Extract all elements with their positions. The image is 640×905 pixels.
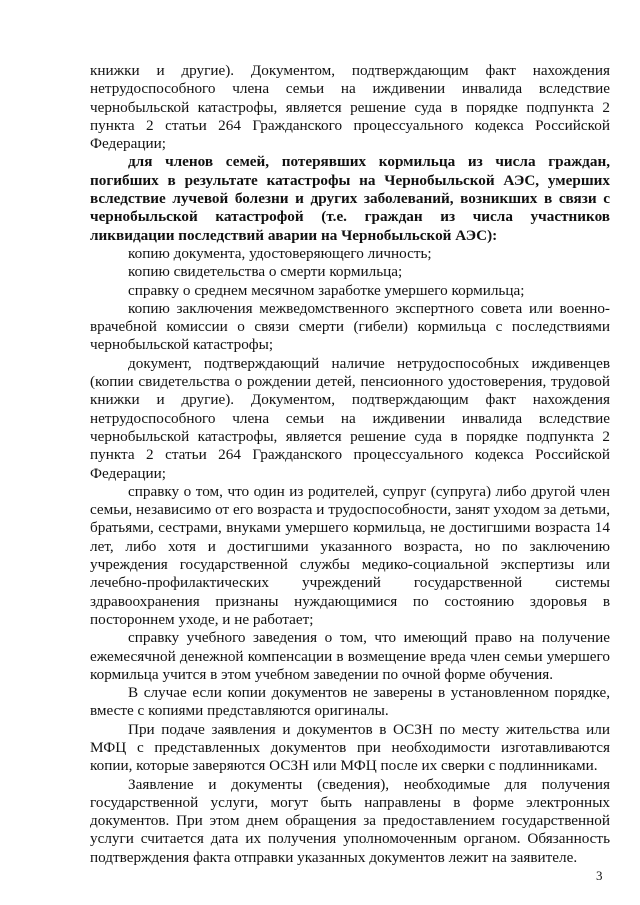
paragraph-caregiver-certificate: справку о том, что один из родителей, супруг (супруга) либо другой член семьи, независимо от его возраста и трудоспособности, занят уходом за детьми, братьями, сестрами, внуками умершего кормильца, не достигшими возраста 14 лет, либо хотя и достигшими указанного возраста, но по заключению учреждения государственной службы медико-социальной экспертизы или лечебно-профилактических учреждений государственной системы здравоохранения признаны нуждающимися по состоянию здоровья в постороннем уходе, и не работает; [90, 482, 610, 628]
page-number: 3 [596, 868, 603, 883]
paragraph-copies-certification: При подаче заявления и документов в ОСЗН по месту жительства или МФЦ с представленных документов при необходимости изготавливаются копии, которые заверяются ОСЗН или МФЦ после их сверки с подлинниками. [90, 720, 610, 775]
paragraph-expert-council-conclusion: копию заключения межведомственного экспертного совета или военно-врачебной комиссии о связи смерти (гибели) кормильца с последствиями чернобыльской катастрофы; [90, 299, 610, 354]
paragraph-salary-certificate: справку о среднем месячном заработке умершего кормильца; [128, 281, 525, 299]
paragraph-family-members-heading: для членов семей, потерявших кормильца из числа граждан, погибших в результате катастрофы на Чернобыльской АЭС, умерших вследствие лучевой болезни и других заболеваний, возникших в связи с чернобыльской катастрофой (т.е. граждан из числа участников ликвидации последствий аварии на Чернобыльской АЭС): [90, 153, 610, 244]
paragraph-identity-document: копию документа, удостоверяющего личность; [128, 244, 432, 262]
paragraph-education-certificate: справку учебного заведения о том, что имеющий право на получение ежемесячной денежной компенсации в возмещение вреда член семьи умершего кормильца учится в этом учебном заведении по очной форме обучения. [90, 629, 610, 683]
paragraph-electronic-submission: Заявление и документы (сведения), необходимые для получения государственной услуги, могут быть направлены в форме электронных документов. При этом днем обращения за предоставлением государственной услуги считается дата их получения уполномоченным органом. Обязанность подтверждения факта отправки указанных документов лежит на заявителе. [90, 775, 610, 866]
document-body [90, 62, 610, 867]
paragraph-death-certificate: копию свидетельства о смерти кормильца; [128, 263, 403, 281]
paragraph-dependents-document: документ, подтверждающий наличие нетрудоспособных иждивенцев (копии свидетельства о рождении детей, пенсионного удостоверения, трудовой книжки и другие). Документом, подтверждающим факт нахождения нетрудоспособного члена семьи на иждивении инвалида вследствие чернобыльской катастрофы, является решение суда в порядке подпункта 2 пункта 2 статьи 264 Гражданского процессуального кодекса Российской Федерации; [90, 354, 610, 482]
paragraph-continuation: книжки и другие). Документом, подтверждающим факт нахождения нетрудоспособного члена семьи на иждивении инвалида вследствие чернобыльской катастрофы, является решение суда в порядке подпункта 2 пункта 2 статьи 264 Гражданского процессуального кодекса Российской Федерации; [90, 62, 610, 153]
paragraph-originals-required: В случае если копии документов не заверены в установленном порядке, вместе с копиями представляются оригиналы. [90, 684, 610, 720]
